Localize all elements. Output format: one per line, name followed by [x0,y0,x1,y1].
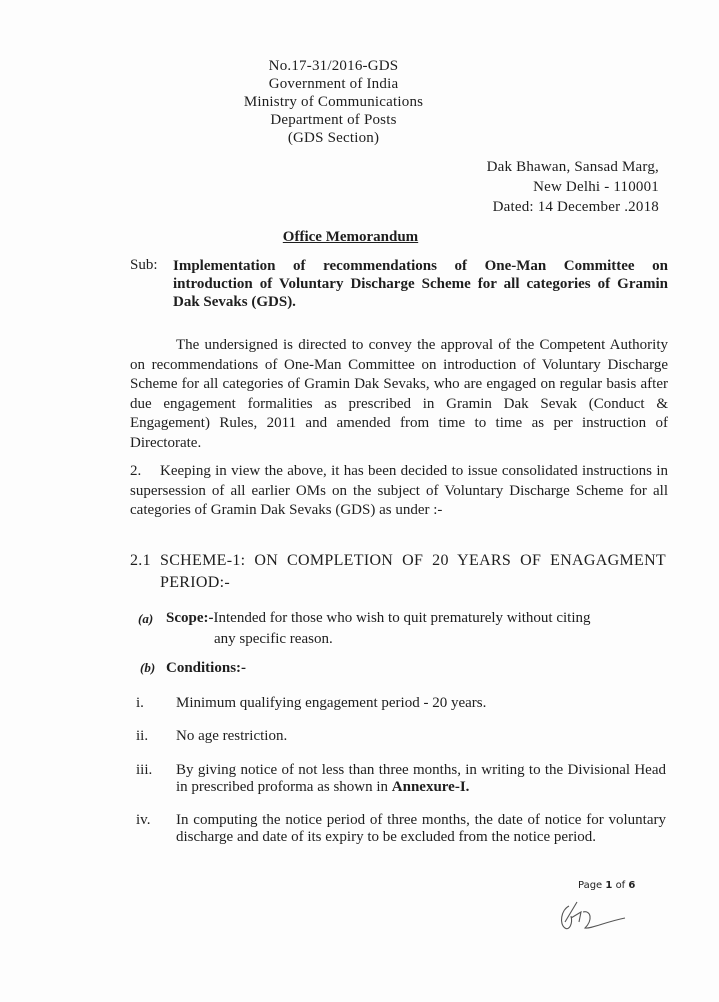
condition-text: No age restriction. [176,728,288,744]
condition-numeral: i. [136,695,144,711]
scheme-1-title: SCHEME-1: ON COMPLETION OF 20 YEARS OF ENAGAGMENT PERIOD:- [160,552,666,591]
page-current: 1 [605,880,613,891]
condition-text: By giving notice of not less than three months, in writing to the Divisional Head in prescribed proforma as shown in [176,762,666,795]
address-line-2: New Delhi - 110001 [533,179,659,195]
condition-numeral: ii. [136,728,149,744]
of-word: of [615,880,626,891]
annexure-reference: Annexure-I. [391,778,470,795]
subject-label: Sub: [130,257,158,273]
condition-numeral: iii. [136,762,153,778]
scope-text-1: Intended for those who wish to quit prematurely without citing [213,610,591,626]
condition-text: Minimum qualifying engagement period - 20 years. [176,695,487,711]
paragraph-2-text: Keeping in view the above, it has been decided to issue consolidated instructions in supersession of all earlier OMs on the subject of Voluntary Discharge Scheme for all categories of Gramin Dak Sevaks (GDS) as under :- [130,463,668,519]
scope-marker: (a) [138,611,154,626]
scheme-1-number: 2.1 [130,552,151,569]
section-name: (GDS Section) [287,130,380,146]
scope-text-2: any specific reason. [214,631,333,647]
conditions-label: Conditions:- [166,660,247,676]
condition-text-wrapper [176,762,666,795]
file-number: No.17-31/2016-GDS [268,58,399,74]
date-line: Dated: 14 December .2018 [492,199,659,215]
page-word: Page [578,880,603,891]
ministry-name: Ministry of Communications [243,94,424,110]
scope-label: Scope:- [166,610,214,626]
signature-icon [555,898,630,938]
page-number [578,880,635,891]
document-title-wrapper [0,226,719,246]
address-line-1: Dak Bhawan, Sansad Marg, [486,159,659,175]
letterhead [0,57,719,147]
paragraph-2-number: 2. [130,463,142,479]
page-total: 6 [628,880,636,891]
paragraph-2 [130,462,668,521]
document-title: Office Memorandum [282,229,419,245]
address-block [487,157,659,217]
scope-line-1 [166,608,591,629]
condition-numeral: iv. [136,812,151,828]
conditions-marker: (b) [140,660,156,675]
government-name: Government of India [268,76,399,92]
subject-text: Implementation of recommendations of One-Man Committee on introduction of Voluntary Discharge Scheme for all categories of Gramin Dak Sevaks (GDS). [173,258,668,310]
paragraph-1: The undersigned is directed to convey the approval of the Competent Authority on recommendations of One-Man Committee on introduction of Voluntary Discharge Scheme for all categories of Gramin Dak Sevaks, who are engaged on regular basis after due engagement formalities as prescribed in Gramin Dak Sevak (Conduct & Engagement) Rules, 2011 and amended from time to time as per instruction of Directorate. [130,337,668,451]
condition-text: In computing the notice period of three months, the date of notice for voluntary discharge and date of its expiry to be excluded from the notice period. [176,812,666,845]
department-name: Department of Posts [270,112,397,128]
